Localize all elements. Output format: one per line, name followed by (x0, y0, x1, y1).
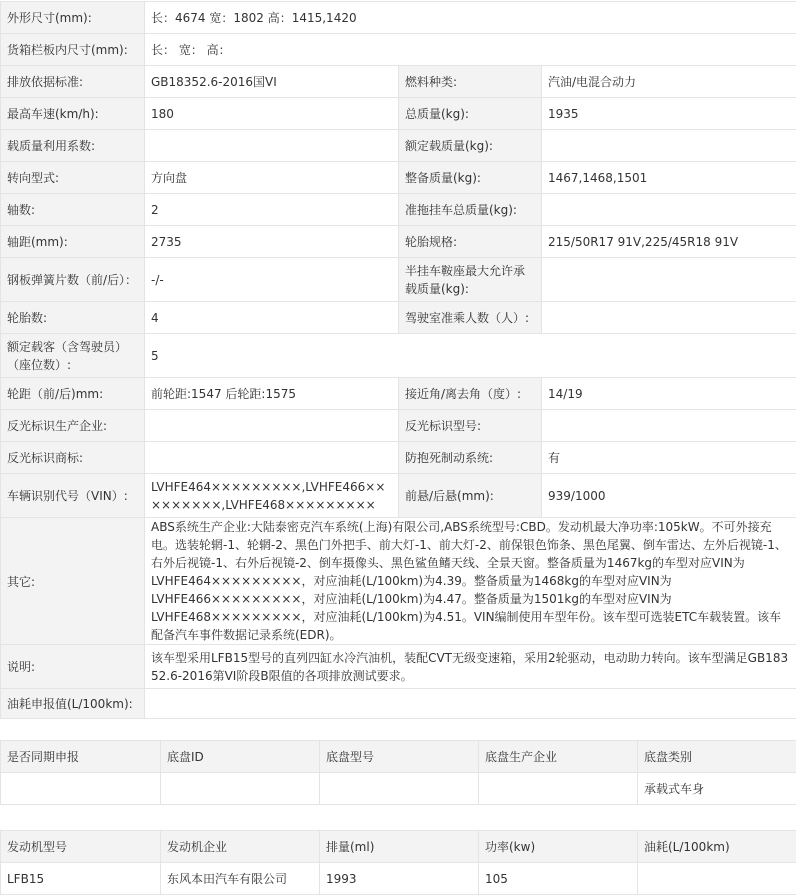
track-value: 前轮距:1547 后轮距:1575 (145, 378, 399, 410)
cab-seats-value (542, 302, 796, 334)
cab-seats-label: 驾驶室准乘人数（人）: (399, 302, 542, 334)
chassis-header-id: 底盘ID (161, 741, 320, 773)
overhang-value: 939/1000 (542, 474, 796, 518)
spec-row-vin (1, 474, 796, 518)
dims-value: 长：4674 宽：1802 高：1415,1420 (145, 2, 796, 34)
rated-load-value (542, 130, 796, 162)
saddle-value (542, 258, 796, 302)
chassis-cell-id (161, 773, 320, 805)
spec-row-load (1, 130, 796, 162)
rated-seats-value: 5 (145, 334, 796, 378)
engine-cell-displacement: 1993 (320, 863, 479, 895)
table-row (1, 863, 796, 895)
reflect-brand-label: 反光标识商标: (1, 442, 145, 474)
abs-label: 防抱死制动系统: (399, 442, 542, 474)
curb-mass-value: 1467,1468,1501 (542, 162, 796, 194)
total-mass-value: 1935 (542, 98, 796, 130)
chassis-header-row (1, 741, 796, 773)
axles-value: 2 (145, 194, 399, 226)
chassis-header-maker: 底盘生产企业 (479, 741, 638, 773)
engine-header-consumption: 油耗(L/100km) (638, 831, 796, 863)
rated-seats-label: 额定载客（含驾驶员）（座位数）: (1, 334, 145, 378)
spec-row-wheelbase (1, 226, 796, 258)
fuel-type-label: 燃料种类: (399, 66, 542, 98)
fuel-consumption-label: 油耗申报值(L/100km): (1, 689, 145, 719)
engine-cell-model: LFB15 (1, 863, 161, 895)
spec-row-speed (1, 98, 796, 130)
total-mass-label: 总质量(kg): (399, 98, 542, 130)
spec-row-axles (1, 194, 796, 226)
chassis-cell-category: 承载式车身 (638, 773, 796, 805)
curb-mass-label: 整备质量(kg): (399, 162, 542, 194)
spec-row-abs (1, 442, 796, 474)
reflect-maker-value (145, 410, 399, 442)
axles-label: 轴数: (1, 194, 145, 226)
fuel-type-value: 汽油/电混合动力 (542, 66, 796, 98)
fuel-consumption-value (145, 689, 796, 719)
spec-row-other (1, 518, 796, 645)
vin-label: 车辆识别代号（VIN）: (1, 474, 145, 518)
wheelbase-value: 2735 (145, 226, 399, 258)
angle-value: 14/19 (542, 378, 796, 410)
chassis-table (0, 740, 796, 805)
chassis-header-simultaneous: 是否同期申报 (1, 741, 161, 773)
overhang-label: 前悬/后悬(mm): (399, 474, 542, 518)
track-label: 轮距（前/后)mm: (1, 378, 145, 410)
reflect-model-label: 反光标识型号: (399, 410, 542, 442)
dims-label: 外形尺寸(mm): (1, 2, 145, 34)
engine-header-row (1, 831, 796, 863)
angle-label: 接近角/离去角（度）: (399, 378, 542, 410)
engine-header-maker: 发动机企业 (161, 831, 320, 863)
spec-row-seats (1, 334, 796, 378)
tire-count-label: 轮胎数: (1, 302, 145, 334)
tire-spec-label: 轮胎规格: (399, 226, 542, 258)
spring-value: -/- (145, 258, 399, 302)
spring-label: 钢板弹簧片数（前/后）： (1, 258, 145, 302)
vehicle-spec-table (0, 1, 796, 719)
spec-row-spring (1, 258, 796, 302)
chassis-header-model: 底盘型号 (320, 741, 479, 773)
spec-row-emission (1, 66, 796, 98)
spec-row-note (1, 645, 796, 689)
emission-value: GB18352.6-2016国VI (145, 66, 399, 98)
table-row (1, 773, 796, 805)
engine-header-displacement: 排量(ml) (320, 831, 479, 863)
steering-label: 转向型式: (1, 162, 145, 194)
trailer-mass-label: 准拖挂车总质量(kg): (399, 194, 542, 226)
spec-row-steering (1, 162, 796, 194)
rated-load-label: 额定载质量(kg): (399, 130, 542, 162)
max-speed-label: 最高车速(km/h): (1, 98, 145, 130)
load-util-value (145, 130, 399, 162)
note-value: 该车型采用LFB15型号的直列四缸水冷汽油机，装配CVT无级变速箱，采用2轮驱动，电动助力转向。该车型满足GB18352.6-2016第VI阶段B限值的各项排放测试要求。 (145, 645, 796, 689)
engine-table (0, 830, 796, 895)
spec-row-reflect (1, 410, 796, 442)
engine-header-model: 发动机型号 (1, 831, 161, 863)
engine-cell-power: 105 (479, 863, 638, 895)
other-label: 其它: (1, 518, 145, 645)
max-speed-value: 180 (145, 98, 399, 130)
chassis-cell-model (320, 773, 479, 805)
other-value: ABS系统生产企业:大陆泰密克汽车系统(上海)有限公司,ABS系统型号:CBD。发动机最大净功率:105kW。不可外接充电。选装轮辋-1、轮辋-2、黑色门外把手、前大灯-1、前大灯-2、前保银色饰条、黑色尾翼、倒车雷达、左外后视镜-1、右外后视镜-1、右外后视镜-2、倒车摄像头、黑色鲨鱼鳍天线、全景天窗。整备质量为1467kg的车型对应VIN为LVHFE464×××××××××，对应油耗(L/100km)为4.39。整备质量为1468kg的车型对应VIN为LVHFE466×××××××××，对应油耗(L/100km)为4.47。整备质量为1501kg的车型对应VIN为LVHFE468×××××××××，对应油耗(L/100km)为4.51。VIN编制使用车型年份。该车型可选装ETC车载装置。该车配备汽车事件数据记录系统(EDR)。 (145, 518, 796, 645)
chassis-cell-maker (479, 773, 638, 805)
load-util-label: 载质量利用系数: (1, 130, 145, 162)
cargo-label: 货箱栏板内尺寸(mm): (1, 34, 145, 66)
engine-header-power: 功率(kw) (479, 831, 638, 863)
trailer-mass-value (542, 194, 796, 226)
reflect-model-value (542, 410, 796, 442)
spec-row-fuel-consumption (1, 689, 796, 719)
engine-cell-consumption (638, 863, 796, 895)
chassis-cell-simultaneous (1, 773, 161, 805)
tire-spec-value: 215/50R17 91V,225/45R18 91V (542, 226, 796, 258)
saddle-label: 半挂车鞍座最大允许承载质量(kg): (399, 258, 542, 302)
emission-label: 排放依据标准: (1, 66, 145, 98)
engine-cell-maker: 东风本田汽车有限公司 (161, 863, 320, 895)
cargo-value: 长： 宽： 高： (145, 34, 796, 66)
note-label: 说明: (1, 645, 145, 689)
vin-value: LVHFE464×××××××××,LVHFE466×××××××××,LVHFE468××××××××× (145, 474, 399, 518)
wheelbase-label: 轴距(mm): (1, 226, 145, 258)
spec-row-track (1, 378, 796, 410)
tire-count-value: 4 (145, 302, 399, 334)
reflect-brand-value (145, 442, 399, 474)
spec-row-tires (1, 302, 796, 334)
spec-row-cargo (1, 34, 796, 66)
chassis-header-category: 底盘类别 (638, 741, 796, 773)
spec-row-dims (1, 2, 796, 34)
steering-value: 方向盘 (145, 162, 399, 194)
reflect-maker-label: 反光标识生产企业: (1, 410, 145, 442)
abs-value: 有 (542, 442, 796, 474)
